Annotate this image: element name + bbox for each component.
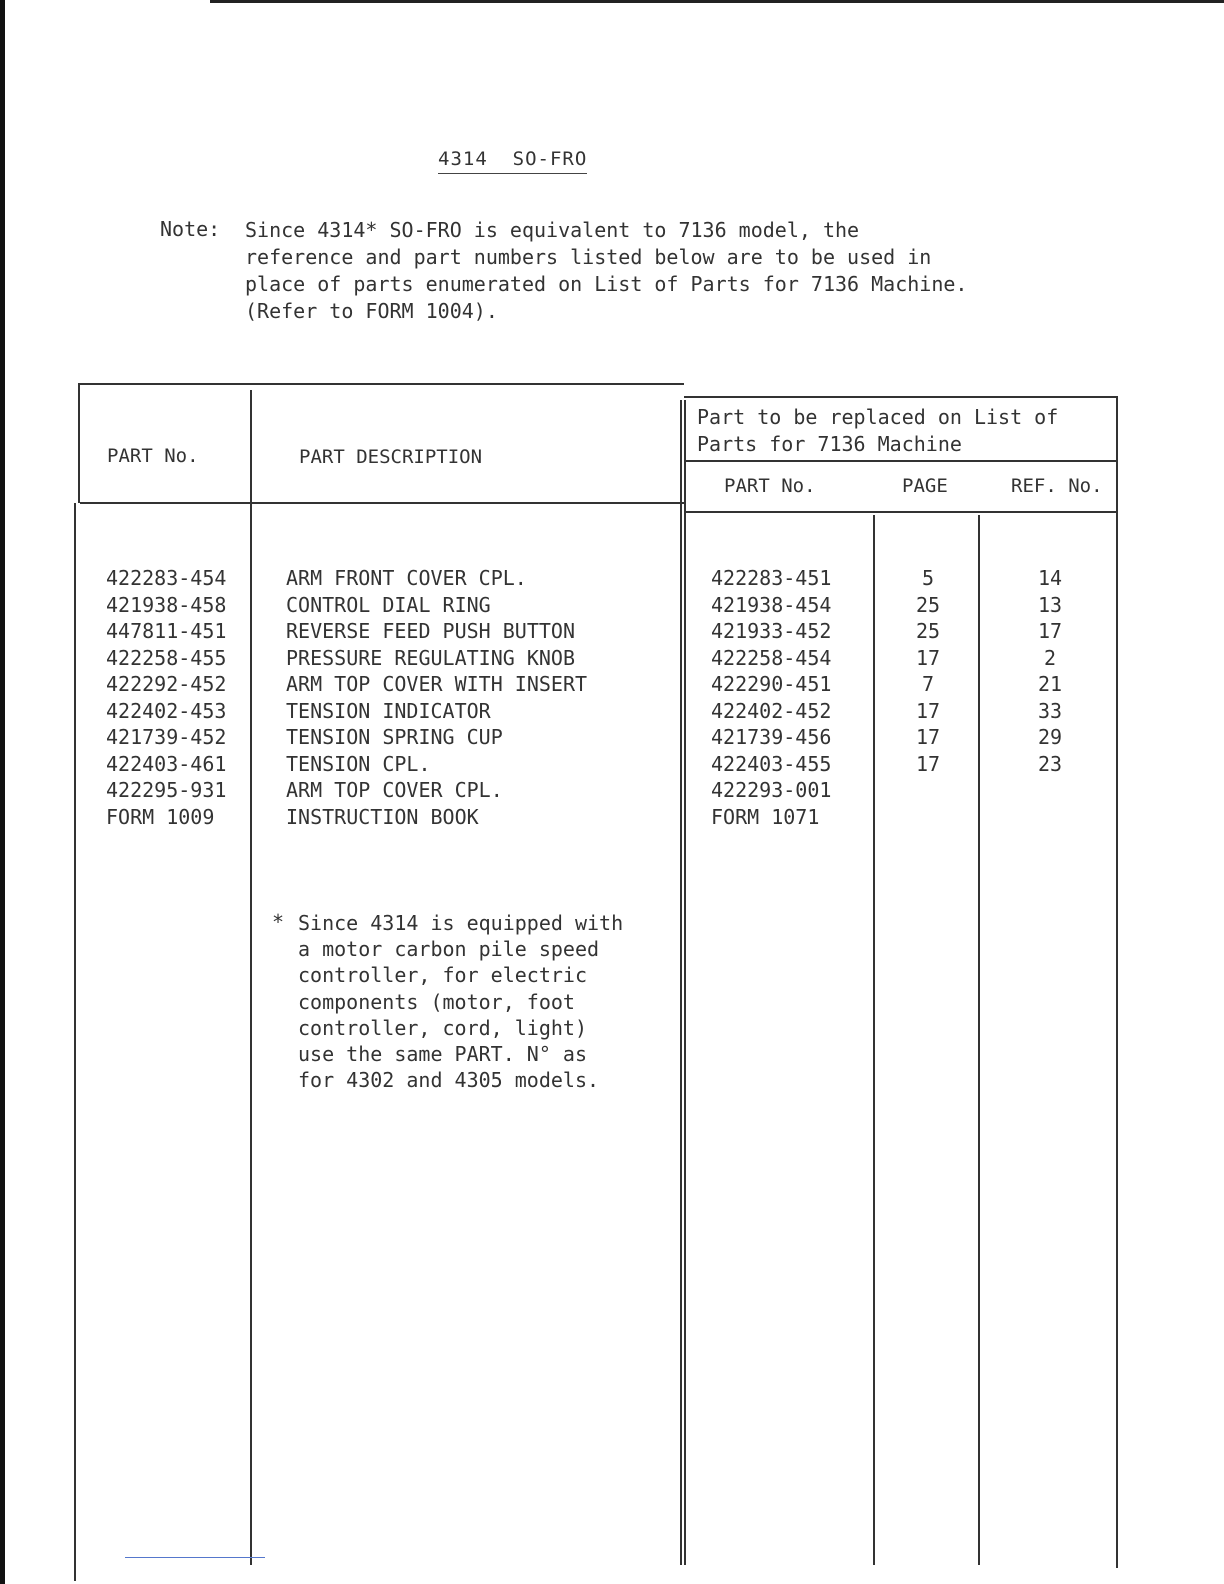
scan-edge-top bbox=[210, 0, 1224, 3]
replaced-part-no-cell: 421933-452 bbox=[711, 619, 832, 643]
replaced-part-no-cell: FORM 1071 bbox=[711, 804, 820, 829]
column-part-no bbox=[106, 565, 250, 830]
part-no-cell: 421938-458 bbox=[106, 592, 227, 617]
column-divider-3 bbox=[873, 515, 875, 1565]
ref-no-cell: 33 bbox=[1037, 698, 1063, 723]
part-no-cell: 422402-453 bbox=[106, 698, 227, 723]
description-cell: CONTROL DIAL RING bbox=[286, 592, 491, 617]
page-cell bbox=[890, 777, 966, 804]
header-replaced-part-no: PART No. bbox=[724, 475, 816, 497]
footnote bbox=[272, 910, 682, 1093]
description-cell: ARM TOP COVER CPL. bbox=[286, 778, 503, 802]
page-title: 4314 SO-FRO bbox=[438, 148, 587, 174]
part-no-cell: 422403-461 bbox=[106, 751, 227, 776]
page-cell: 5 bbox=[921, 566, 935, 590]
table-left-border bbox=[78, 383, 80, 503]
header-part-no: PART No. bbox=[107, 445, 199, 467]
description-cell: TENSION CPL. bbox=[286, 751, 431, 776]
column-divider-2b bbox=[684, 400, 686, 1565]
table-header-divider-left bbox=[80, 502, 684, 504]
group-header-divider bbox=[686, 460, 1118, 462]
header-part-description: PART DESCRIPTION bbox=[299, 446, 483, 468]
table-right-border bbox=[1116, 398, 1118, 1568]
header-replaced-group-line1: Part to be replaced on List of bbox=[697, 405, 1059, 429]
replaced-part-no-cell: 421938-454 bbox=[711, 592, 832, 617]
part-no-cell: 447811-451 bbox=[106, 619, 227, 643]
ref-no-cell: 23 bbox=[1037, 751, 1063, 776]
table-top-border-right bbox=[684, 396, 1118, 398]
ref-no-cell: 17 bbox=[1037, 619, 1063, 643]
page-cell bbox=[890, 804, 966, 831]
replaced-part-no-cell: 422290-451 bbox=[711, 672, 832, 696]
page-cell: 17 bbox=[915, 698, 941, 723]
column-description bbox=[286, 565, 678, 830]
ref-no-cell: 21 bbox=[1037, 672, 1063, 696]
part-no-cell: FORM 1009 bbox=[106, 804, 215, 829]
part-no-cell: 422258-455 bbox=[106, 645, 227, 670]
part-no-cell: 422283-454 bbox=[106, 566, 227, 590]
footnote-line: for 4302 and 4305 models. bbox=[298, 1068, 600, 1093]
header-replaced-group-line2: Parts for 7136 Machine bbox=[697, 432, 962, 456]
ref-no-cell bbox=[1010, 804, 1090, 831]
description-cell: INSTRUCTION BOOK bbox=[286, 804, 479, 829]
part-no-cell: 422292-452 bbox=[106, 672, 227, 696]
replaced-part-no-cell: 421739-456 bbox=[711, 725, 832, 749]
column-divider-4 bbox=[978, 515, 980, 1565]
scan-edge-left bbox=[0, 0, 5, 1584]
scan-mark bbox=[125, 1557, 265, 1558]
description-cell: TENSION SPRING CUP bbox=[286, 725, 503, 749]
note-line: Since 4314* SO-FRO is equivalent to 7136 model, the bbox=[245, 218, 860, 242]
replaced-part-no-cell: 422403-455 bbox=[711, 751, 832, 776]
table-top-border-left bbox=[78, 383, 684, 385]
note-line: place of parts enumerated on List of Parts for 7136 Machine. bbox=[245, 272, 968, 296]
footnote-line: controller, for electric bbox=[298, 963, 587, 988]
note-line: reference and part numbers listed below are to be used in bbox=[245, 245, 932, 269]
replaced-part-no-cell: 422258-454 bbox=[711, 645, 832, 670]
table-left-border-lower bbox=[74, 503, 76, 1581]
replaced-part-no-cell: 422402-452 bbox=[711, 698, 832, 723]
footnote-line: components (motor, foot bbox=[298, 989, 575, 1014]
footnote-line: Since 4314 is equipped with bbox=[298, 911, 624, 935]
note-text bbox=[245, 217, 1105, 325]
page-cell: 17 bbox=[915, 751, 941, 776]
footnote-asterisk: * bbox=[272, 910, 285, 934]
footnote-text bbox=[298, 910, 682, 1093]
description-cell: ARM TOP COVER WITH INSERT bbox=[286, 672, 588, 696]
page-cell: 25 bbox=[915, 619, 941, 643]
table-header-divider-right bbox=[686, 511, 1118, 513]
page-cell: 7 bbox=[921, 672, 935, 696]
footnote-line: a motor carbon pile speed bbox=[298, 937, 600, 962]
column-replaced-part-no bbox=[711, 565, 871, 830]
note-line: (Refer to FORM 1004). bbox=[245, 299, 498, 323]
note-label: Note: bbox=[160, 217, 221, 241]
ref-no-cell: 14 bbox=[1037, 566, 1063, 590]
replaced-part-no-cell: 422293-001 bbox=[711, 778, 832, 802]
page-cell: 25 bbox=[915, 592, 941, 617]
column-page bbox=[890, 565, 966, 830]
part-no-cell: 421739-452 bbox=[106, 725, 227, 749]
header-ref-no: REF. No. bbox=[1011, 475, 1103, 497]
header-page: PAGE bbox=[902, 475, 948, 497]
replaced-part-no-cell: 422283-451 bbox=[711, 566, 832, 590]
description-cell: PRESSURE REGULATING KNOB bbox=[286, 645, 575, 670]
column-ref-no bbox=[1010, 565, 1090, 830]
footnote-line: use the same PART. N° as bbox=[298, 1042, 587, 1067]
ref-no-cell bbox=[1010, 777, 1090, 804]
ref-no-cell: 13 bbox=[1037, 592, 1063, 617]
ref-no-cell: 2 bbox=[1043, 645, 1057, 670]
description-cell: TENSION INDICATOR bbox=[286, 698, 491, 723]
page-cell: 17 bbox=[915, 725, 941, 749]
page-cell: 17 bbox=[915, 645, 941, 670]
description-cell: ARM FRONT COVER CPL. bbox=[286, 566, 527, 590]
ref-no-cell: 29 bbox=[1037, 725, 1063, 749]
column-divider-1 bbox=[250, 390, 252, 1565]
part-no-cell: 422295-931 bbox=[106, 778, 227, 802]
footnote-line: controller, cord, light) bbox=[298, 1015, 587, 1040]
description-cell: REVERSE FEED PUSH BUTTON bbox=[286, 619, 575, 643]
